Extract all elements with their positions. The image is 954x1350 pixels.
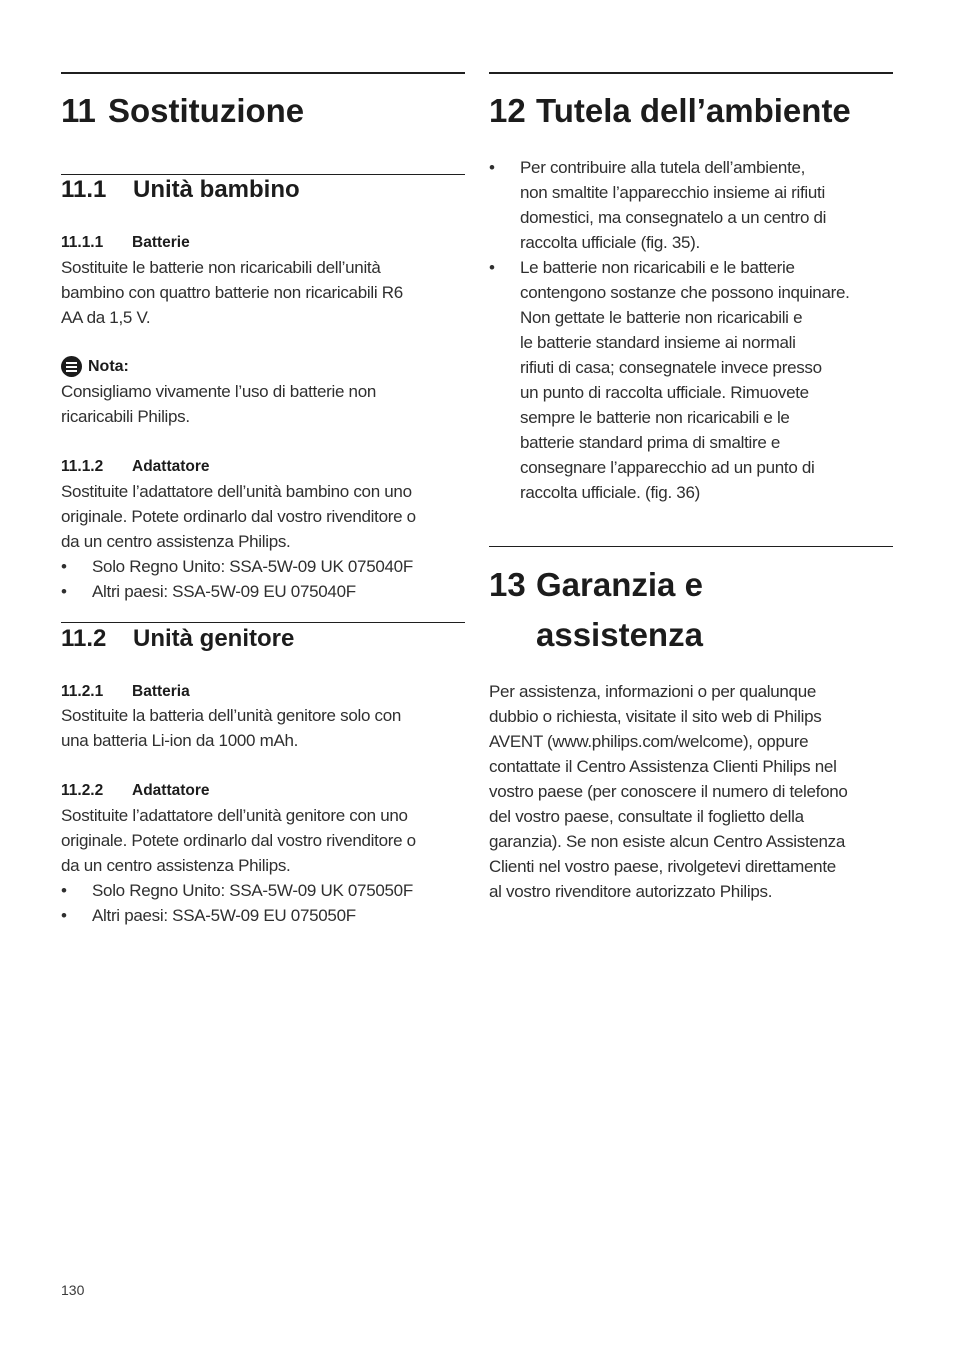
text-line: originale. Potete ordinarlo dal vostro rivenditore o: [61, 507, 416, 526]
text-line: raccolta ufficiale. (fig. 36): [520, 483, 700, 502]
text-line: Per assistenza, informazioni o per qualunque: [489, 682, 816, 701]
section-number: 13: [489, 566, 526, 603]
list-item: [61, 878, 465, 903]
section-number: 11: [61, 92, 96, 129]
text-line: bambino con quattro batterie non ricaricabili R6: [61, 283, 403, 302]
subsubsection-heading-11-2-1: [61, 682, 190, 702]
text-line: una batteria Li-ion da 1000 mAh.: [61, 731, 299, 750]
section-rule: [489, 72, 893, 74]
text-line: rifiuti di casa; consegnatele invece presso: [520, 358, 822, 377]
bullet-dot: •: [61, 881, 67, 900]
text-line: Sostituite la batteria dell’unità genitore solo con: [61, 706, 402, 725]
list-item-text: Altri paesi: SSA-5W-09 EU 075040F: [92, 582, 356, 601]
section-number: 12: [489, 92, 526, 129]
list-item: [61, 579, 465, 604]
text-line: Non gettate le batterie non ricaricabili e: [520, 308, 803, 327]
text-line: non smaltite l’apparecchio insieme ai rifiuti: [520, 183, 825, 202]
bullet-dot: •: [61, 557, 67, 576]
subsubsection-heading-11-1-1: [61, 233, 190, 253]
list-item-text: [520, 255, 893, 505]
bullet-dot: •: [489, 258, 495, 277]
text-line: Consigliamo vivamente l’uso di batterie non: [61, 382, 376, 401]
subsubsection-heading-11-1-2: [61, 457, 210, 477]
text-line: da un centro assistenza Philips.: [61, 532, 291, 551]
section-rule: [61, 72, 465, 74]
text-line: al vostro rivenditore autorizzato Philips.: [489, 882, 773, 901]
subsubsection-number: 11.1.2: [61, 458, 104, 475]
subsection-rule: [61, 622, 465, 623]
text-line: Le batterie non ricaricabili e le batterie: [520, 258, 795, 277]
paragraph-batterie: [61, 255, 465, 330]
bullet-dot: •: [61, 582, 67, 601]
list-item-text: Solo Regno Unito: SSA-5W-09 UK 075040F: [92, 557, 413, 576]
subsubsection-heading-11-2-2: [61, 781, 210, 801]
section-heading-12: [489, 86, 851, 136]
text-line: Sostituite le batterie non ricaricabili dell’unità: [61, 258, 381, 277]
paragraph-adattatore-genitore: [61, 803, 465, 878]
text-line: AVENT (www.philips.com/welcome), oppure: [489, 732, 809, 751]
section-title-line1: Garanzia e: [536, 566, 703, 603]
list-item-text: [520, 155, 893, 255]
note-heading: [61, 356, 129, 377]
note-label: Nota:: [88, 357, 129, 375]
list-item: [489, 255, 893, 505]
text-line: contattate il Centro Assistenza Clienti Philips nel: [489, 757, 837, 776]
text-line: batterie standard prima di smaltire e: [520, 433, 781, 452]
text-line: le batterie standard insieme ai normali: [520, 333, 796, 352]
section-title-line2: assistenza: [536, 616, 703, 653]
text-line: ricaricabili Philips.: [61, 407, 190, 426]
text-line: raccolta ufficiale (fig. 35).: [520, 233, 700, 252]
section-title: Tutela dell’ambiente: [536, 92, 851, 129]
subsection-number: 11.2: [61, 625, 107, 652]
list-item: [489, 155, 893, 255]
text-line: sempre le batterie non ricaricabili e le: [520, 408, 790, 427]
section-heading-13: [489, 560, 703, 610]
subsection-heading-11-2: [61, 624, 294, 654]
text-line: originale. Potete ordinarlo dal vostro rivenditore o: [61, 831, 416, 850]
text-line: Clienti nel vostro paese, rivolgetevi direttamente: [489, 857, 836, 876]
text-line: Sostituite l’adattatore dell’unità genitore con uno: [61, 806, 408, 825]
paragraph-adattatore-bambino: [61, 479, 465, 554]
paragraph-batteria-genitore: [61, 703, 465, 753]
subsubsection-title: Batterie: [132, 234, 190, 251]
text-line: dubbio o richiesta, visitate il sito web di Philips: [489, 707, 822, 726]
subsubsection-title: Adattatore: [132, 458, 210, 475]
text-line: domestici, ma consegnatelo a un centro di: [520, 208, 827, 227]
subsubsection-title: Adattatore: [132, 782, 210, 799]
bullet-dot: •: [61, 906, 67, 925]
paragraph-note: [61, 379, 465, 429]
text-line: AA da 1,5 V.: [61, 308, 151, 327]
page-number: 130: [61, 1282, 85, 1298]
section-heading-11: [61, 86, 304, 136]
list-item-text: Altri paesi: SSA-5W-09 EU 075050F: [92, 906, 356, 925]
list-item: [61, 903, 465, 928]
bullet-dot: •: [489, 158, 495, 177]
list-item-text: Solo Regno Unito: SSA-5W-09 UK 075050F: [92, 881, 413, 900]
paragraph-garanzia: [489, 679, 893, 904]
text-line: consegnare l’apparecchio ad un punto di: [520, 458, 815, 477]
subsection-title: Unità genitore: [133, 625, 295, 652]
note-icon: [61, 356, 82, 377]
subsection-title: Unità bambino: [133, 176, 300, 203]
subsection-heading-11-1: [61, 175, 300, 205]
subsubsection-number: 11.2.2: [61, 782, 104, 799]
text-line: Sostituite l’adattatore dell’unità bambino con uno: [61, 482, 412, 501]
section-heading-13-cont: [489, 610, 703, 660]
section-rule: [489, 546, 893, 547]
text-line: contengono sostanze che possono inquinare.: [520, 283, 850, 302]
subsubsection-title: Batteria: [132, 683, 190, 700]
text-line: Per contribuire alla tutela dell’ambiente,: [520, 158, 806, 177]
text-line: del vostro paese, consultate il foglietto della: [489, 807, 804, 826]
subsubsection-number: 11.2.1: [61, 683, 104, 700]
text-line: garanzia). Se non esiste alcun Centro Assistenza: [489, 832, 846, 851]
text-line: vostro paese (per conoscere il numero di telefono: [489, 782, 848, 801]
section-title: Sostituzione: [108, 92, 305, 129]
text-line: un punto di raccolta ufficiale. Rimuovete: [520, 383, 809, 402]
list-item: [61, 554, 465, 579]
subsection-number: 11.1: [61, 176, 107, 203]
text-line: da un centro assistenza Philips.: [61, 856, 291, 875]
subsubsection-number: 11.1.1: [61, 234, 104, 251]
